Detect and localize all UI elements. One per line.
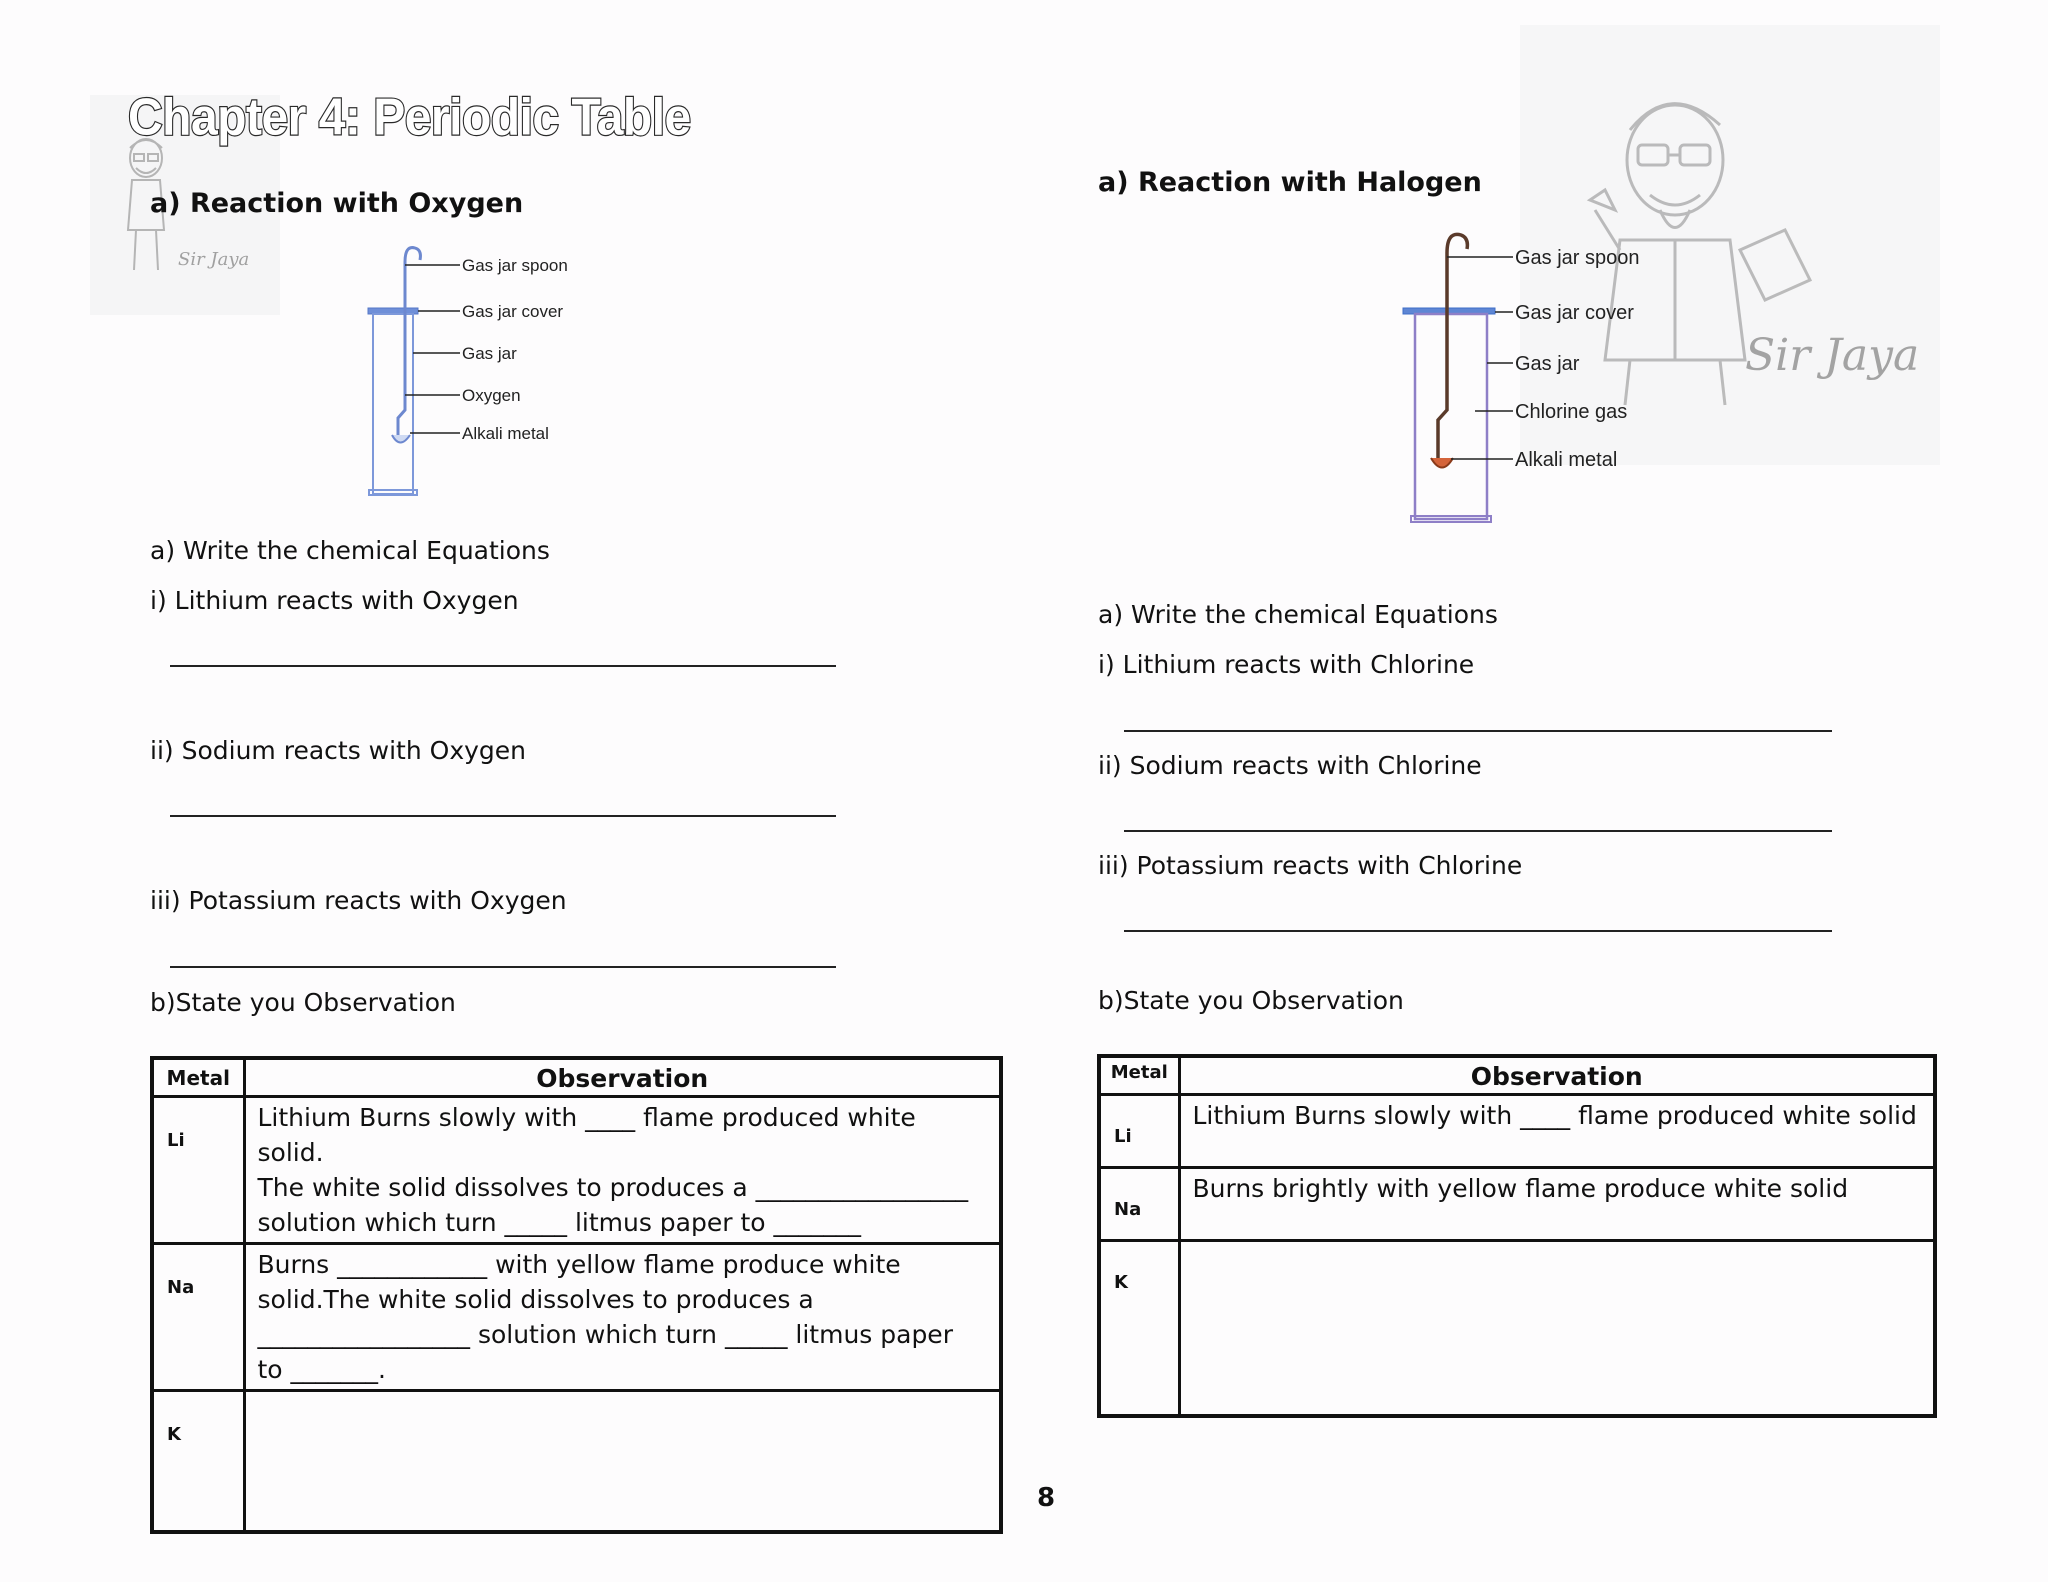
table-row <box>1099 1094 1935 1167</box>
observation-cell-k[interactable] <box>244 1390 1001 1532</box>
right-observation-heading: b)State you Observation <box>1098 986 1404 1015</box>
observation-cell-k[interactable] <box>1179 1240 1935 1416</box>
label-alkali-metal: Alkali metal <box>462 424 549 443</box>
label-gas-jar-cover: Gas jar cover <box>462 302 564 321</box>
label-gas-jar-cover: Gas jar cover <box>1515 302 1634 324</box>
label-chlorine-gas: Chlorine gas <box>1515 401 1628 423</box>
right-answer-line-1[interactable] <box>1124 730 1832 732</box>
metal-cell-k: K <box>152 1390 244 1532</box>
obs-line: Burns brightly with yellow flame produce white solid <box>1192 1173 1849 1203</box>
obs-line: The white solid dissolves to produces a _________________ <box>257 1172 969 1202</box>
observation-cell-li[interactable] <box>1179 1094 1935 1167</box>
obs-line: Lithium Burns slowly with ____ flame produced white solid <box>1192 1100 1917 1130</box>
observation-cell-na[interactable] <box>1179 1167 1935 1240</box>
label-gas-jar: Gas jar <box>462 344 517 363</box>
metal-cell-na: Na <box>1099 1167 1179 1240</box>
right-heading: a) Reaction with Halogen <box>1098 167 1482 198</box>
watermark-signature-small: Sir Jaya <box>178 249 250 270</box>
page-number: 8 <box>1037 1483 1056 1513</box>
right-question-1: i) Lithium reacts with Chlorine <box>1098 650 1475 679</box>
left-answer-line-3[interactable] <box>170 966 836 968</box>
metal-cell-na: Na <box>152 1243 244 1390</box>
right-answer-line-3[interactable] <box>1124 930 1832 932</box>
obs-line: solid.The white solid dissolves to produces a <box>257 1284 814 1314</box>
table-header-row <box>1099 1056 1935 1094</box>
obs-line: _________________ solution which turn _____ litmus paper <box>257 1319 953 1349</box>
right-question-3: iii) Potassium reacts with Chlorine <box>1098 851 1523 880</box>
watermark-signature-large: Sir Jaya <box>1745 330 1920 381</box>
label-oxygen: Oxygen <box>462 386 521 405</box>
obs-line: to _______. <box>257 1354 386 1384</box>
left-observation-heading: b)State you Observation <box>150 988 456 1017</box>
right-answer-line-2[interactable] <box>1124 830 1832 832</box>
obs-line: Burns ____________ with yellow flame produce white <box>257 1249 901 1279</box>
col-metal: Metal <box>1099 1056 1179 1094</box>
left-question-3: iii) Potassium reacts with Oxygen <box>150 886 567 915</box>
right-question-2: ii) Sodium reacts with Chlorine <box>1098 751 1482 780</box>
left-equations-heading: a) Write the chemical Equations <box>150 536 550 565</box>
metal-cell-li: Li <box>152 1096 244 1243</box>
left-heading: a) Reaction with Oxygen <box>150 188 524 219</box>
table-header-row <box>152 1058 1001 1096</box>
observation-cell-na[interactable] <box>244 1243 1001 1390</box>
label-gas-jar-spoon: Gas jar spoon <box>1515 247 1640 269</box>
table-row <box>152 1096 1001 1243</box>
left-question-2: ii) Sodium reacts with Oxygen <box>150 736 527 765</box>
metal-cell-k: K <box>1099 1240 1179 1416</box>
oxygen-gas-jar-diagram <box>360 240 620 500</box>
col-metal: Metal <box>152 1058 244 1096</box>
chapter-title: Chapter 4: Periodic Table <box>128 89 691 147</box>
table-row <box>152 1243 1001 1390</box>
col-observation: Observation <box>244 1058 1001 1096</box>
table-row <box>1099 1240 1935 1416</box>
obs-line: Lithium Burns slowly with ____ flame produced white solid. <box>257 1102 916 1167</box>
table-row <box>1099 1167 1935 1240</box>
table-row <box>152 1390 1001 1532</box>
right-equations-heading: a) Write the chemical Equations <box>1098 600 1498 629</box>
obs-line: solution which turn _____ litmus paper to _______ <box>257 1207 862 1237</box>
col-observation: Observation <box>1179 1056 1935 1094</box>
label-gas-jar: Gas jar <box>1515 353 1580 375</box>
right-observation-table <box>1097 1054 1937 1418</box>
label-gas-jar-spoon: Gas jar spoon <box>462 256 568 275</box>
chlorine-gas-jar-diagram <box>1395 225 1655 535</box>
observation-cell-li[interactable] <box>244 1096 1001 1243</box>
left-answer-line-1[interactable] <box>170 665 836 667</box>
left-observation-table <box>150 1056 1003 1534</box>
left-answer-line-2[interactable] <box>170 815 836 817</box>
left-question-1: i) Lithium reacts with Oxygen <box>150 586 519 615</box>
label-alkali-metal: Alkali metal <box>1515 449 1618 471</box>
metal-cell-li: Li <box>1099 1094 1179 1167</box>
